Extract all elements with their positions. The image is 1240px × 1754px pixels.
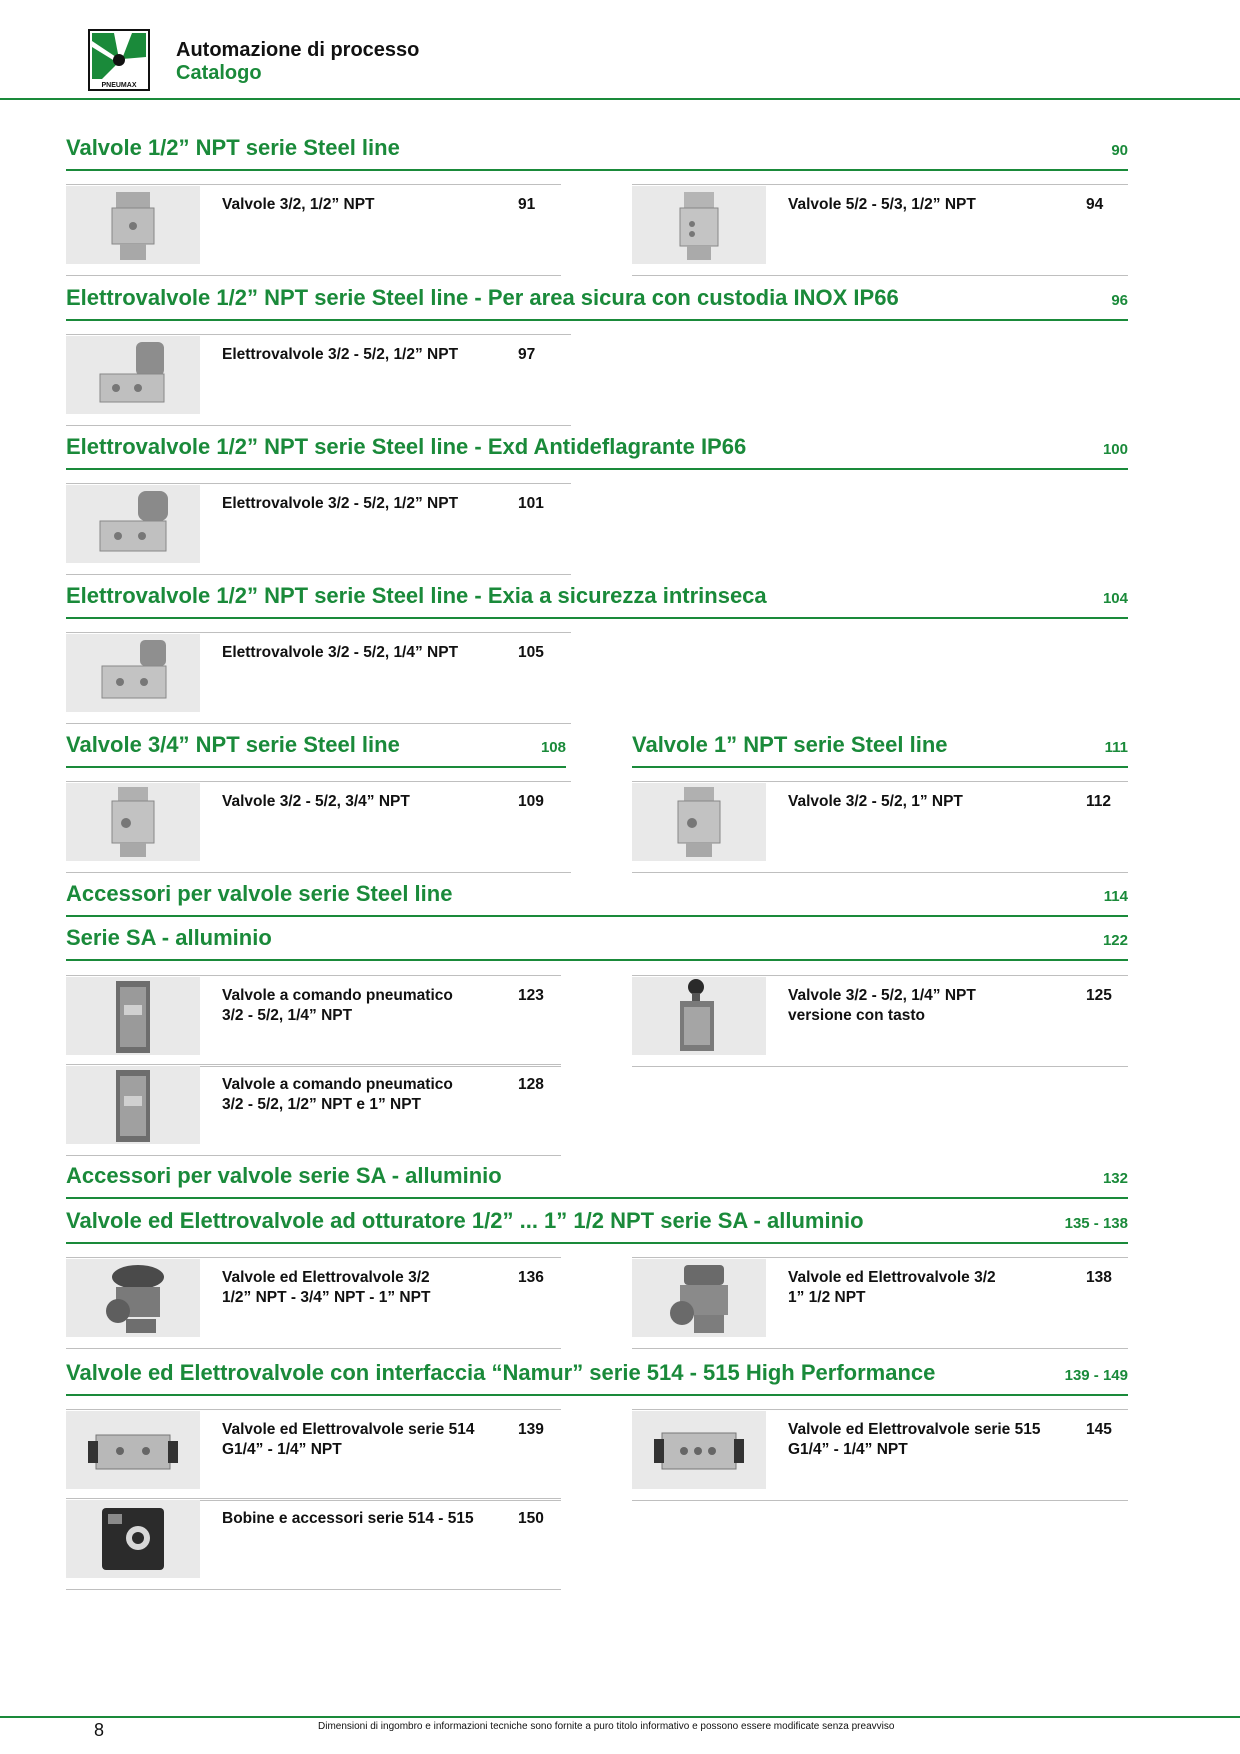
section-title: Elettrovalvole 1/2” NPT serie Steel line - Exd Antideflagrante IP66 <box>66 434 747 459</box>
item-label-line2: 3/2 - 5/2, 1/2” NPT e 1” NPT <box>222 1096 421 1113</box>
product-thumbnail <box>66 1259 200 1337</box>
item-page: 138 <box>1086 1269 1112 1286</box>
section-page: 104 <box>1102 590 1128 607</box>
item-label: Elettrovalvole 3/2 - 5/2, 1/2” NPT <box>222 495 459 512</box>
item-label: Valvole ed Elettrovalvole 3/2 <box>222 1269 430 1286</box>
section-title: Valvole ed Elettrovalvole ad otturatore 1/2” ... 1” 1/2 NPT serie SA - alluminio <box>66 1208 864 1233</box>
section-heading <box>66 432 1128 470</box>
item-label: Valvole a comando pneumatico <box>222 1076 453 1093</box>
section-title: Valvole 1/2” NPT serie Steel line <box>66 135 400 160</box>
item-page: 123 <box>518 987 544 1004</box>
product-thumbnail <box>632 186 766 264</box>
product-item[interactable] <box>66 632 571 724</box>
item-page: 139 <box>518 1421 544 1438</box>
section-title: Accessori per valvole serie SA - alluminio <box>66 1163 502 1188</box>
product-item[interactable] <box>66 781 571 873</box>
item-page: 145 <box>1086 1421 1112 1438</box>
section-page: 90 <box>1111 142 1128 159</box>
item-page: 125 <box>1086 987 1112 1004</box>
svg-text:PNEUMAX: PNEUMAX <box>101 82 137 89</box>
product-thumbnail <box>66 336 200 414</box>
section-title: Accessori per valvole serie Steel line <box>66 881 453 906</box>
item-page: 101 <box>518 495 544 512</box>
item-label: Bobine e accessori serie 514 - 515 <box>222 1510 474 1527</box>
product-item[interactable] <box>632 975 1128 1067</box>
product-item[interactable] <box>632 1409 1128 1501</box>
section-title: Elettrovalvole 1/2” NPT serie Steel line - Per area sicura con custodia INOX IP66 <box>66 285 899 310</box>
section-title: Elettrovalvole 1/2” NPT serie Steel line - Exia a sicurezza intrinseca <box>66 583 767 608</box>
item-label-line2: versione con tasto <box>788 1007 925 1024</box>
item-label: Valvole ed Elettrovalvole serie 514 <box>222 1421 475 1438</box>
product-thumbnail <box>66 783 200 861</box>
section-title: Valvole 3/4” NPT serie Steel line <box>66 732 400 757</box>
item-page: 97 <box>518 346 536 363</box>
section-title: Serie SA - alluminio <box>66 925 272 950</box>
section-title: Valvole ed Elettrovalvole con interfaccia “Namur” serie 514 - 515 High Performance <box>66 1360 936 1385</box>
section-page: 108 <box>540 739 566 756</box>
item-label: Valvole ed Elettrovalvole 3/2 <box>788 1269 996 1286</box>
product-item[interactable] <box>66 1498 561 1590</box>
item-page: 105 <box>518 644 544 661</box>
section-page: 132 <box>1102 1170 1128 1187</box>
section-page: 96 <box>1111 292 1128 309</box>
item-label-line2: G1/4” - 1/4” NPT <box>222 1441 342 1458</box>
item-page: 150 <box>518 1510 544 1527</box>
item-label: Valvole 3/2 - 5/2, 3/4” NPT <box>222 793 410 810</box>
section-heading <box>66 133 1128 171</box>
item-label-line2: 1/2” NPT - 3/4” NPT - 1” NPT <box>222 1289 431 1306</box>
product-thumbnail <box>66 1066 200 1144</box>
product-thumbnail <box>632 1259 766 1337</box>
product-item[interactable] <box>632 781 1128 873</box>
section-heading <box>66 581 1128 619</box>
page-number: 8 <box>94 1720 105 1740</box>
item-label-line2: 3/2 - 5/2, 1/4” NPT <box>222 1007 353 1024</box>
section-page: 111 <box>1104 739 1128 756</box>
item-page: 94 <box>1086 196 1104 213</box>
product-item[interactable] <box>632 184 1128 276</box>
product-thumbnail <box>66 1411 200 1489</box>
product-item[interactable] <box>66 975 561 1067</box>
section-heading <box>632 730 1128 768</box>
section-heading <box>66 730 566 768</box>
item-label: Valvole 3/2, 1/2” NPT <box>222 196 375 213</box>
item-label-line2: 1” 1/2 NPT <box>788 1289 866 1306</box>
item-page: 91 <box>518 196 536 213</box>
item-page: 128 <box>518 1076 544 1093</box>
item-label: Valvole ed Elettrovalvole serie 515 <box>788 1421 1041 1438</box>
section-heading <box>66 1206 1128 1244</box>
item-label: Valvole a comando pneumatico <box>222 987 453 1004</box>
section-title: Valvole 1” NPT serie Steel line <box>632 732 948 757</box>
item-page: 136 <box>518 1269 544 1286</box>
section-page: 139 - 149 <box>1064 1367 1128 1384</box>
page-header <box>0 0 1240 100</box>
product-thumbnail <box>66 1500 200 1578</box>
item-label: Elettrovalvole 3/2 - 5/2, 1/4” NPT <box>222 644 459 661</box>
product-item[interactable] <box>66 1257 561 1349</box>
item-label: Valvole 5/2 - 5/3, 1/2” NPT <box>788 196 976 213</box>
item-page: 109 <box>518 793 544 810</box>
product-item[interactable] <box>66 334 571 426</box>
section-page: 114 <box>1103 888 1128 905</box>
product-thumbnail <box>66 485 200 563</box>
item-label: Valvole 3/2 - 5/2, 1/4” NPT <box>788 987 976 1004</box>
product-thumbnail <box>632 1411 766 1489</box>
header-divider <box>0 98 1240 100</box>
product-item[interactable] <box>66 483 571 575</box>
product-thumbnail <box>66 186 200 264</box>
product-item[interactable] <box>632 1257 1128 1349</box>
product-item[interactable] <box>66 184 561 276</box>
section-page: 100 <box>1102 441 1128 458</box>
section-heading <box>66 923 1128 961</box>
item-label-line2: G1/4” - 1/4” NPT <box>788 1441 908 1458</box>
pneumax-logo <box>88 29 150 91</box>
footer-divider <box>0 1716 1240 1718</box>
product-thumbnail <box>66 977 200 1055</box>
section-page: 135 - 138 <box>1064 1215 1128 1232</box>
product-thumbnail <box>66 634 200 712</box>
section-page: 122 <box>1102 932 1128 949</box>
product-thumbnail <box>632 783 766 861</box>
header-subtitle: Catalogo <box>176 62 262 84</box>
header-title: Automazione di processo <box>176 39 420 61</box>
section-heading <box>66 1161 1128 1199</box>
section-heading <box>66 879 1128 917</box>
section-heading <box>66 1358 1128 1396</box>
product-item[interactable] <box>66 1409 561 1501</box>
item-label: Elettrovalvole 3/2 - 5/2, 1/2” NPT <box>222 346 459 363</box>
item-page: 112 <box>1086 793 1112 810</box>
item-label: Valvole 3/2 - 5/2, 1” NPT <box>788 793 963 810</box>
product-thumbnail <box>632 977 766 1055</box>
product-item[interactable] <box>66 1064 561 1156</box>
footer-disclaimer: Dimensioni di ingombro e informazioni tecniche sono fornite a puro titolo informativo e possono essere modificate senza preavviso <box>318 1721 895 1732</box>
section-heading <box>66 283 1128 321</box>
